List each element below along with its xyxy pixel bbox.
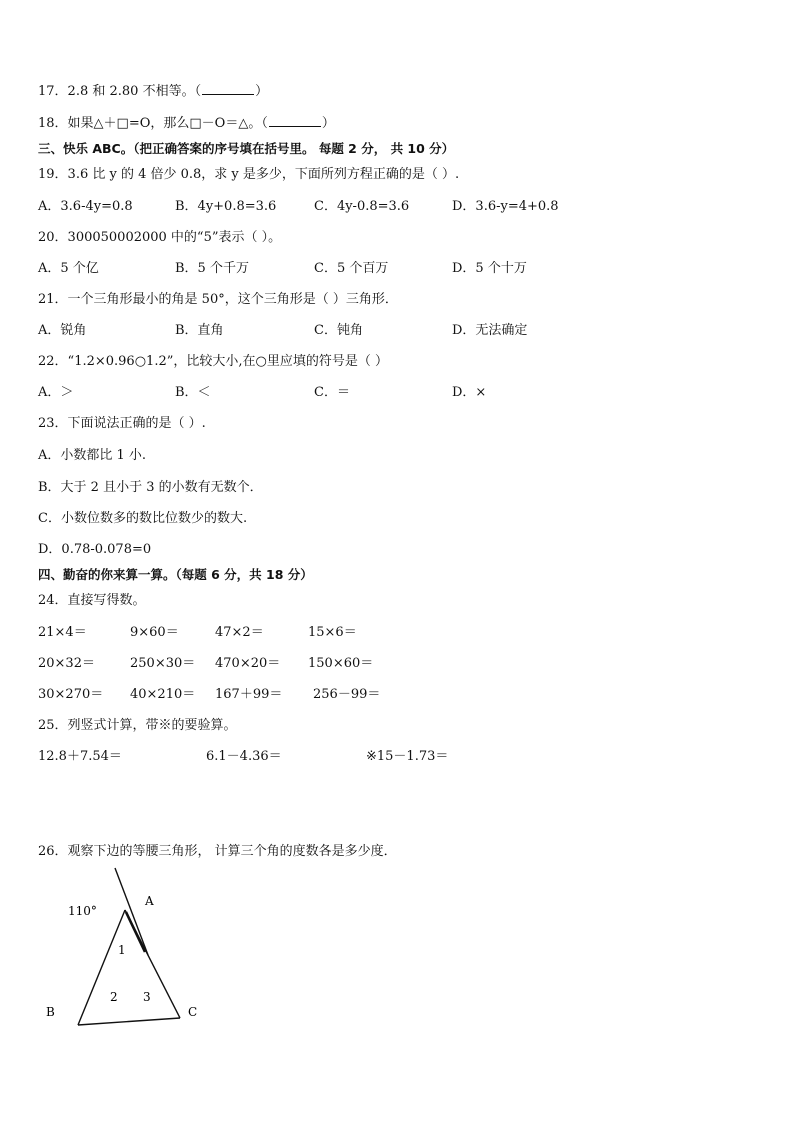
- q23-option-b[interactable]: B．大于 2 且小于 3 的小数有无数个．: [38, 480, 263, 495]
- angle-label-110: 110°: [68, 904, 97, 918]
- q19-option-c[interactable]: C．4y-0.8=3.6: [314, 199, 410, 214]
- vertical-calc-item: ※15－1.73＝: [366, 749, 449, 764]
- q21-option-b[interactable]: B．直角: [175, 323, 224, 338]
- vertex-label-a: A: [145, 894, 154, 908]
- question-number: 22．: [38, 354, 68, 369]
- question-text: 2.8 和 2.80 不相等。（: [67, 84, 202, 99]
- vertical-calc-item: 12.8＋7.54＝: [38, 749, 122, 764]
- question-text: 一个三角形最小的角是 50°，这个三角形是（ ）三角形．: [67, 292, 398, 307]
- question-number: 19．: [38, 167, 68, 182]
- q19-option-b[interactable]: B．4y+0.8=3.6: [175, 199, 277, 214]
- q19-option-a[interactable]: A．3.6-4y=0.8: [38, 199, 133, 214]
- angle-number-3: 3: [143, 990, 151, 1004]
- calc-item: 150×60＝: [308, 656, 374, 671]
- q22-option-a[interactable]: A．＞: [38, 385, 74, 400]
- question-text-end: ）: [321, 116, 335, 131]
- question-number: 24．: [38, 593, 68, 608]
- q23-option-d[interactable]: D．0.78-0.078=0: [38, 542, 152, 557]
- question-24: [38, 592, 146, 610]
- answer-blank[interactable]: [202, 82, 254, 95]
- section-4-heading: 四、勤奋的你来算一算。（每题 6 分，共 18 分）: [38, 567, 313, 582]
- question-number: 17．: [38, 84, 68, 99]
- calc-item: 256－99＝: [313, 687, 381, 702]
- calc-item: 21×4＝: [38, 625, 87, 640]
- question-text: 如果△＋□=O，那么□－O＝△。（: [67, 116, 268, 131]
- question-22: [38, 353, 388, 371]
- section-3-heading: 三、快乐 ABC。（把正确答案的序号填在括号里。 每题 2 分， 共 10 分）: [38, 141, 455, 156]
- q20-option-b[interactable]: B．5 个千万: [175, 261, 249, 276]
- question-19: [38, 166, 459, 184]
- calc-item: 20×32＝: [38, 656, 95, 671]
- calc-item: 30×270＝: [38, 687, 104, 702]
- question-number: 21．: [38, 292, 68, 307]
- q23-option-a[interactable]: A．小数都比 1 小.: [38, 448, 147, 463]
- side-bc: [78, 1018, 180, 1025]
- calc-item: 470×20＝: [215, 656, 281, 671]
- question-text: “1.2×0.96○1.2”，比较大小,在○里应填的符号是（ ）: [67, 354, 388, 369]
- calc-item: 47×2＝: [215, 625, 264, 640]
- question-number: 25．: [38, 718, 68, 733]
- q21-option-d[interactable]: D．无法确定: [452, 323, 528, 338]
- q22-option-b[interactable]: B．＜: [175, 385, 211, 400]
- q22-option-c[interactable]: C．＝: [314, 385, 350, 400]
- question-17: [38, 82, 268, 101]
- angle-number-1: 1: [118, 943, 126, 957]
- calc-item: 250×30＝: [130, 656, 196, 671]
- q23-option-c[interactable]: C．小数位数多的数比位数少的数大.: [38, 511, 248, 526]
- vertex-label-b: B: [46, 1005, 55, 1019]
- question-text: 下面说法正确的是（ ）.: [67, 416, 206, 431]
- question-21: [38, 291, 398, 309]
- question-text: 3.6 比 y 的 4 倍少 0.8，求 y 是多少，下面所列方程正确的是（ ）.: [67, 167, 460, 182]
- q20-option-a[interactable]: A．5 个亿: [38, 261, 99, 276]
- question-text: 观察下边的等腰三角形， 计算三个角的度数各是多少度．: [67, 844, 397, 859]
- question-text-end: ）: [255, 84, 269, 99]
- q20-option-d[interactable]: D．5 个十万: [452, 261, 527, 276]
- q21-option-c[interactable]: C．钝角: [314, 323, 363, 338]
- question-25: [38, 717, 237, 735]
- q21-option-a[interactable]: A．锐角: [38, 323, 87, 338]
- calc-item: 167＋99＝: [215, 687, 283, 702]
- question-number: 18．: [38, 116, 68, 131]
- question-number: 23．: [38, 416, 68, 431]
- calc-item: 15×6＝: [308, 625, 357, 640]
- question-18: [38, 114, 335, 133]
- extension-line: [115, 868, 148, 955]
- angle-number-2: 2: [110, 990, 118, 1004]
- question-23: [38, 415, 206, 433]
- side-ac: [125, 910, 180, 1018]
- question-text: 300050002000 中的“5”表示（ ）。: [67, 230, 282, 245]
- vertex-label-c: C: [188, 1005, 198, 1019]
- calc-item: 40×210＝: [130, 687, 196, 702]
- q22-option-d[interactable]: D．×: [452, 385, 487, 400]
- question-26: [38, 843, 397, 861]
- isosceles-triangle-figure: [30, 860, 230, 1040]
- q20-option-c[interactable]: C．5 个百万: [314, 261, 389, 276]
- q19-option-d[interactable]: D．3.6-y=4+0.8: [452, 199, 559, 214]
- question-20: [38, 229, 281, 247]
- calc-item: 9×60＝: [130, 625, 179, 640]
- question-number: 20．: [38, 230, 68, 245]
- vertical-calc-item: 6.1－4.36＝: [206, 749, 282, 764]
- question-text: 列竖式计算，带※的要验算。: [67, 718, 237, 733]
- answer-blank[interactable]: [269, 114, 321, 127]
- question-text: 直接写得数。: [67, 593, 146, 608]
- side-ab: [78, 910, 125, 1025]
- question-number: 26．: [38, 844, 68, 859]
